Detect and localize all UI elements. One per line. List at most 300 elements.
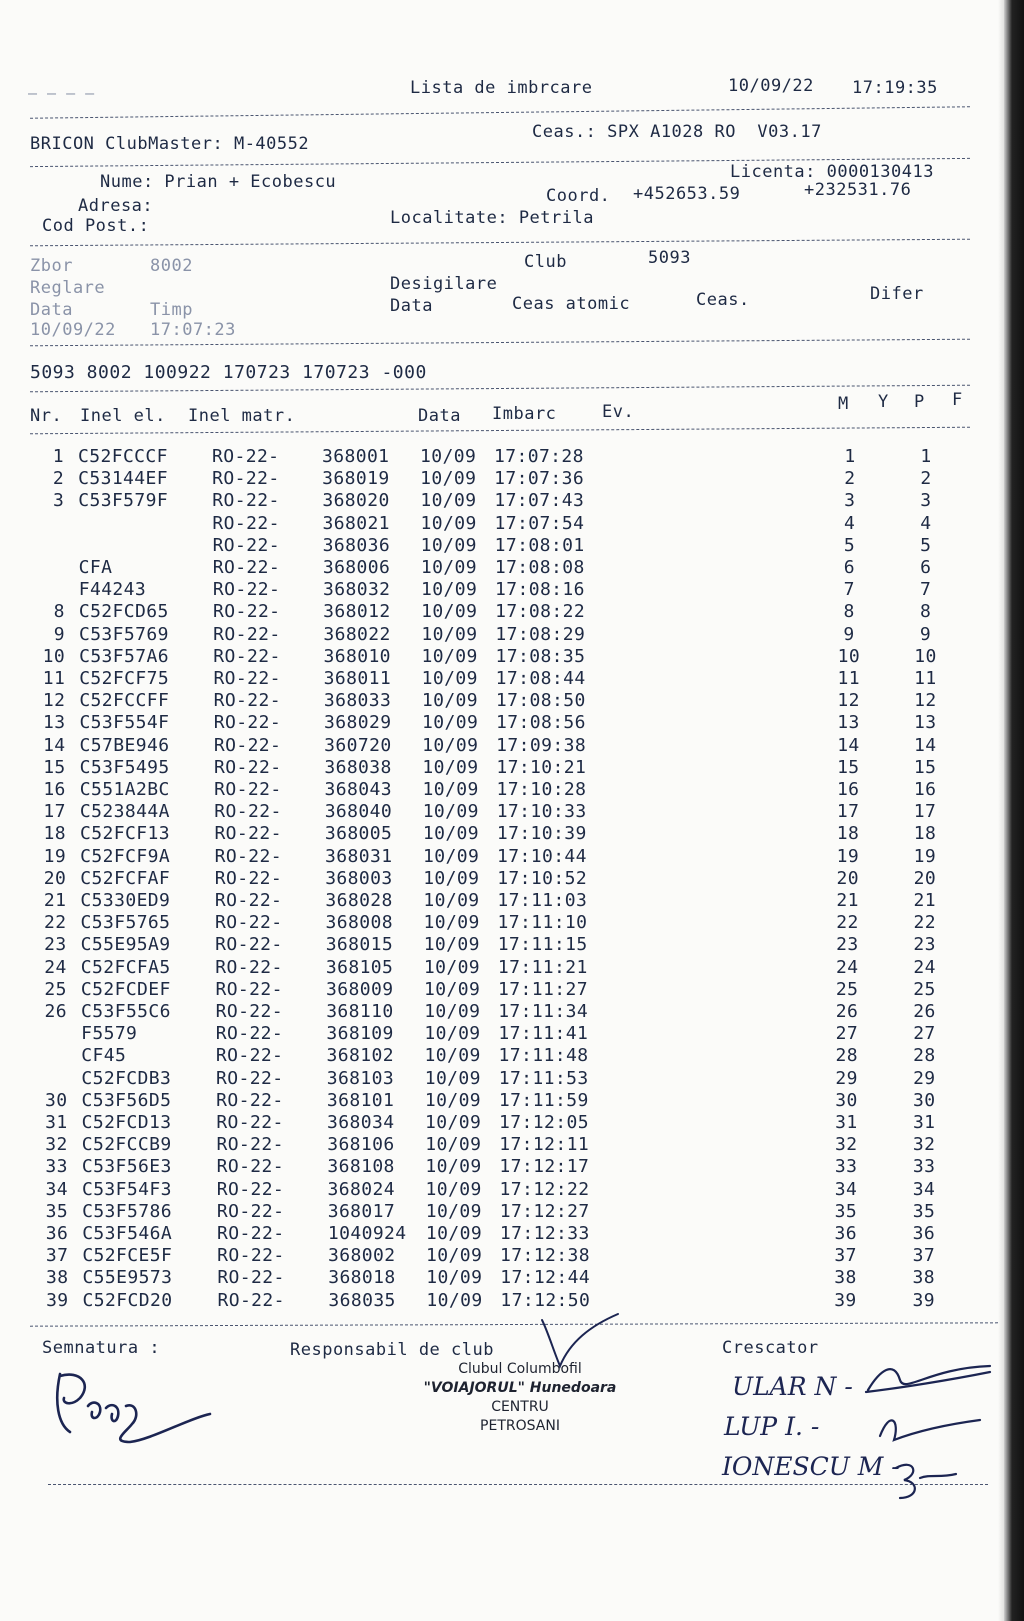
row-p: 21 [913, 890, 937, 911]
row-inel-matr: 368022 [323, 623, 391, 645]
row-nr: 19 [43, 845, 67, 867]
row-date: 10/09 [421, 645, 478, 667]
row-inel-matr: 368005 [324, 823, 393, 845]
row-date: 10/09 [421, 623, 478, 645]
row-m: 13 [837, 712, 860, 734]
row-date: 10/09 [425, 1178, 482, 1200]
row-m: 25 [835, 978, 859, 1000]
row-inel-matr: 368020 [322, 490, 390, 512]
owner-name: Nume: Prian + Ecobescu [100, 172, 337, 192]
row-inel-matr: 368032 [323, 579, 391, 601]
row-m: 21 [836, 890, 859, 911]
row-date: 10/09 [425, 1200, 482, 1222]
row-m: 7 [843, 579, 855, 601]
signature-label: Semnatura : [42, 1338, 161, 1358]
row-inel-matr: 360720 [324, 734, 392, 756]
row-inel-matr: 368021 [322, 512, 390, 534]
row-date: 10/09 [424, 1001, 481, 1022]
row-time: 17:12:11 [499, 1134, 590, 1156]
divider-footer [30, 1322, 998, 1326]
row-nr: 2 [52, 468, 65, 490]
row-nr: 16 [43, 779, 66, 800]
club-responsible-label: Responsabil de club [290, 1340, 494, 1360]
row-nr: 35 [45, 1200, 69, 1222]
row-inel-matr: 368009 [326, 978, 394, 1000]
table-row [0, 490, 1000, 512]
row-m: 39 [834, 1289, 857, 1311]
divider-rows [30, 427, 970, 435]
row-ring-prefix: RO-22- [213, 712, 282, 734]
row-date: 10/09 [424, 1045, 481, 1067]
row-date: 10/09 [420, 468, 477, 490]
row-inel-matr: 368012 [323, 601, 391, 623]
row-time: 17:12:38 [500, 1245, 590, 1267]
row-ring-prefix: RO-22- [217, 1267, 285, 1289]
row-date: 10/09 [421, 668, 478, 689]
row-inel-el: C52FCCB9 [81, 1134, 172, 1156]
row-ring-prefix: RO-22- [212, 490, 280, 512]
document-title: Lista de imbrcare [410, 78, 593, 98]
stamp-line-1: Clubul Columbofil [458, 1361, 582, 1377]
row-time: 17:08:16 [495, 579, 585, 601]
table-row [0, 1112, 1000, 1134]
row-date: 10/09 [424, 1067, 481, 1089]
row-m: 17 [836, 801, 860, 823]
postal-label: Cod Post.: [42, 216, 150, 236]
row-m: 10 [837, 645, 861, 667]
row-ring-prefix: RO-22- [213, 734, 282, 756]
row-m: 3 [844, 490, 856, 512]
row-m: 9 [843, 623, 855, 645]
row-inel-el: C53F5769 [78, 623, 169, 645]
table-row [0, 1090, 1000, 1112]
row-m: 27 [835, 1023, 859, 1045]
row-p: 38 [912, 1267, 935, 1289]
row-ring-prefix: RO-22- [217, 1289, 285, 1311]
row-date: 10/09 [423, 934, 480, 956]
row-date: 10/09 [425, 1112, 482, 1133]
row-inel-el: C551A2BC [79, 779, 170, 800]
row-nr: 37 [45, 1245, 69, 1267]
row-time: 17:11:53 [498, 1067, 589, 1089]
breeder-label: Crescator [722, 1338, 819, 1358]
row-nr: 32 [45, 1134, 68, 1156]
row-nr: 36 [45, 1223, 69, 1244]
row-nr: 18 [43, 823, 67, 845]
row-p: 15 [913, 756, 937, 778]
row-ring-prefix: RO-22- [212, 579, 281, 601]
row-p: 37 [912, 1245, 936, 1267]
row-nr: 34 [45, 1178, 68, 1200]
row-m: 15 [837, 756, 860, 778]
row-ring-prefix: RO-22- [212, 557, 281, 578]
print-time: 17:19:35 [852, 78, 938, 98]
row-time: 17:10:28 [496, 779, 587, 800]
row-inel-matr: 368019 [322, 468, 390, 490]
row-time: 17:11:27 [498, 978, 588, 1000]
row-inel-matr: 368102 [326, 1045, 394, 1067]
table-row [0, 690, 1000, 712]
row-inel-el: C52FCDB3 [81, 1067, 172, 1089]
table-row [0, 1068, 1000, 1090]
row-m: 8 [843, 601, 855, 623]
row-ring-prefix: RO-22- [212, 468, 280, 490]
row-ring-prefix: RO-22- [215, 956, 283, 978]
row-time: 17:12:44 [500, 1267, 591, 1289]
col-header-m: M [838, 394, 849, 414]
row-ring-prefix: RO-22- [216, 1089, 284, 1111]
row-date: 10/09 [420, 446, 477, 467]
table-row [0, 934, 1000, 956]
row-time: 17:08:50 [495, 690, 586, 712]
row-nr: 20 [43, 867, 67, 889]
row-inel-matr: 368043 [324, 779, 392, 800]
row-inel-matr: 368034 [327, 1112, 395, 1133]
table-row [0, 779, 1000, 801]
row-inel-matr: 368017 [327, 1200, 396, 1222]
row-date: 10/09 [420, 512, 477, 534]
row-inel-matr: 368036 [322, 534, 391, 556]
row-m: 30 [835, 1089, 858, 1111]
row-inel-matr: 368003 [325, 867, 393, 889]
row-time: 17:08:08 [494, 557, 585, 578]
page-edge-dark [1004, 0, 1024, 1621]
club-value: 5093 [648, 248, 691, 268]
row-m: 11 [837, 668, 861, 689]
row-ring-prefix: RO-22- [216, 1067, 284, 1089]
row-ring-prefix: RO-22- [213, 623, 281, 645]
table-row [0, 646, 1000, 668]
row-time: 17:11:15 [497, 934, 588, 956]
row-ring-prefix: RO-22- [215, 1001, 284, 1022]
row-time: 17:11:59 [498, 1089, 589, 1111]
row-inel-el: C52FCCCF [78, 446, 168, 467]
row-nr: 26 [44, 1001, 67, 1022]
row-m: 36 [834, 1223, 858, 1244]
ceas-label: Ceas. [696, 290, 750, 310]
row-time: 17:12:17 [499, 1156, 590, 1178]
row-time: 17:12:05 [499, 1112, 589, 1133]
row-p: 27 [913, 1023, 936, 1045]
row-nr: 11 [42, 668, 66, 689]
row-inel-matr: 368108 [327, 1156, 395, 1178]
table-row [0, 757, 1000, 779]
desigilare-date-label: Data [390, 296, 433, 316]
row-ring-prefix: RO-22- [216, 1156, 285, 1178]
row-time: 17:10:52 [497, 867, 588, 889]
row-nr: 21 [43, 890, 67, 911]
row-m: 33 [834, 1156, 858, 1178]
desigilare-label: Desigilare [390, 274, 498, 294]
row-ring-prefix: RO-22- [216, 1178, 285, 1200]
row-m: 2 [844, 468, 856, 490]
row-p: 14 [913, 734, 937, 756]
row-inel-matr: 368103 [326, 1067, 395, 1089]
row-inel-matr: 368006 [322, 557, 391, 578]
row-p: 25 [913, 978, 936, 1000]
row-m: 29 [835, 1067, 858, 1089]
row-p: 29 [913, 1067, 936, 1089]
row-inel-el: C55E95A9 [80, 934, 171, 956]
row-time: 17:08:35 [495, 645, 586, 667]
divider-bottom [48, 1484, 988, 1485]
row-inel-el: C53F546A [82, 1223, 173, 1244]
row-inel-el: C53F56E3 [81, 1156, 172, 1178]
table-row [0, 468, 1000, 490]
row-nr: 1 [52, 446, 64, 467]
col-header-p: P [914, 392, 925, 412]
row-inel-el: C53F5765 [80, 912, 171, 934]
row-time: 17:11:21 [497, 956, 588, 978]
row-p: 33 [912, 1156, 936, 1178]
row-m: 20 [836, 867, 859, 889]
row-p: 7 [920, 579, 932, 601]
row-inel-matr: 368033 [323, 690, 392, 712]
zbor-label: Zbor [30, 256, 73, 276]
locality-label: Localitate: Petrila [390, 208, 594, 228]
divider-columns [30, 385, 970, 393]
col-header-f: F [952, 390, 963, 410]
row-nr: 14 [43, 734, 66, 756]
row-date: 10/09 [424, 1089, 482, 1111]
row-ring-prefix: RO-22- [213, 645, 281, 667]
row-date: 10/09 [426, 1245, 483, 1267]
row-date: 10/09 [422, 712, 479, 734]
row-ring-prefix: RO-22- [215, 1023, 284, 1045]
row-inel-matr: 368008 [325, 912, 393, 934]
row-nr: 12 [42, 690, 66, 712]
row-date: 10/09 [423, 845, 480, 867]
breeder-name-3: IONESCU M - [722, 1452, 900, 1481]
row-inel-el: C55E9573 [82, 1267, 173, 1289]
row-ring-prefix: RO-22- [215, 978, 283, 1000]
row-p: 9 [919, 623, 932, 645]
table-row [0, 1201, 1000, 1223]
table-row [0, 801, 1000, 823]
row-m: 31 [835, 1112, 858, 1133]
row-p: 8 [919, 601, 932, 623]
row-date: 10/09 [423, 890, 480, 911]
row-p: 6 [920, 557, 932, 578]
row-m: 18 [836, 823, 860, 845]
row-inel-el: CFA [78, 557, 113, 578]
row-ring-prefix: RO-22- [215, 934, 283, 956]
row-m: 26 [835, 1001, 859, 1022]
row-p: 16 [913, 779, 937, 800]
table-row [0, 1001, 1000, 1023]
row-p: 35 [912, 1200, 936, 1222]
table-row [0, 979, 1000, 1001]
row-nr: 31 [45, 1112, 68, 1133]
row-time: 17:07:43 [494, 490, 585, 512]
col-header-nr: Nr. [30, 406, 63, 426]
table-row [0, 601, 1000, 623]
row-p: 36 [912, 1223, 936, 1244]
table-row [0, 1223, 1000, 1245]
row-inel-el: C57BE946 [79, 734, 170, 756]
row-inel-el: C523844A [79, 801, 170, 823]
row-ring-prefix: RO-22- [215, 912, 283, 934]
row-m: 34 [834, 1178, 858, 1200]
row-m: 28 [835, 1045, 858, 1067]
row-time: 17:07:28 [494, 446, 584, 467]
table-row [0, 1045, 1000, 1067]
row-nr: 39 [46, 1289, 69, 1311]
row-date: 10/09 [422, 734, 479, 756]
table-row [0, 868, 1000, 890]
device-label: BRICON ClubMaster: M-40552 [30, 134, 310, 154]
row-inel-el: C53F5786 [82, 1200, 172, 1222]
divider-top [30, 106, 970, 118]
responsible-scribble [540, 1312, 630, 1372]
row-p: 31 [912, 1112, 936, 1133]
row-date: 10/09 [424, 978, 481, 1000]
row-inel-matr: 368010 [323, 645, 391, 667]
row-p: 12 [914, 690, 937, 712]
row-time: 17:08:56 [496, 712, 586, 734]
col-header-y: Y [878, 392, 889, 412]
row-inel-el: C52FCF75 [79, 668, 170, 689]
stamp-line-4: PETROSANI [480, 1418, 560, 1434]
row-time: 17:07:54 [494, 512, 585, 534]
row-inel-el: C52FCFAF [80, 867, 171, 889]
row-p: 32 [912, 1134, 936, 1156]
row-p: 5 [920, 534, 932, 556]
row-date: 10/09 [422, 779, 479, 800]
row-nr: 10 [42, 645, 66, 667]
row-m: 22 [836, 912, 859, 934]
row-nr: 38 [45, 1267, 69, 1289]
row-ring-prefix: RO-22- [214, 779, 282, 800]
row-ring-prefix: RO-22- [212, 512, 280, 534]
row-ring-prefix: RO-22- [214, 890, 283, 911]
row-inel-matr: 368002 [328, 1245, 396, 1267]
table-row [0, 579, 1000, 601]
row-m: 19 [836, 845, 860, 867]
row-inel-el: C53F5495 [79, 756, 170, 778]
row-ring-prefix: RO-22- [217, 1245, 285, 1267]
row-date: 10/09 [422, 756, 479, 778]
address-label: Adresa: [78, 196, 154, 216]
row-inel-matr: 368106 [327, 1134, 395, 1156]
row-p: 20 [913, 867, 937, 889]
row-inel-el: C53F554F [79, 712, 170, 734]
row-m: 1 [844, 446, 856, 467]
row-inel-matr: 368024 [327, 1178, 395, 1200]
row-ring-prefix: RO-22- [214, 845, 282, 867]
row-date: 10/09 [421, 579, 478, 601]
ceas-atomic-label: Ceas atomic [512, 294, 631, 314]
row-time: 17:12:50 [500, 1289, 591, 1311]
row-time: 17:08:01 [494, 534, 585, 556]
row-inel-el: C52FCD13 [81, 1112, 172, 1133]
timp-label: Timp [150, 300, 193, 320]
zbor-value: 8002 [150, 256, 193, 276]
row-m: 32 [835, 1134, 858, 1156]
row-time: 17:12:22 [499, 1178, 590, 1200]
row-m: 35 [834, 1200, 858, 1222]
row-inel-matr: 368011 [323, 668, 392, 689]
table-row [0, 846, 1000, 868]
row-ring-prefix: RO-22- [216, 1112, 284, 1133]
row-p: 24 [913, 956, 936, 978]
row-ring-prefix: RO-22- [212, 534, 280, 556]
row-nr: 3 [52, 490, 65, 512]
row-inel-matr: 368001 [322, 446, 390, 467]
row-inel-el: C52FCFA5 [80, 956, 171, 978]
table-row [0, 912, 1000, 934]
row-nr: 33 [45, 1156, 68, 1178]
difer-label: Difer [870, 284, 924, 304]
summary-line: 5093 8002 100922 170723 170723 -000 [30, 362, 427, 383]
table-row [0, 1156, 1000, 1178]
row-ring-prefix: RO-22- [212, 446, 280, 467]
row-nr: 23 [44, 934, 67, 956]
row-date: 10/09 [420, 490, 477, 512]
row-nr: 22 [44, 912, 67, 934]
row-m: 24 [835, 956, 859, 978]
row-m: 12 [837, 690, 860, 712]
row-p: 19 [913, 845, 937, 867]
row-ring-prefix: RO-22- [214, 801, 282, 823]
table-row [0, 1179, 1000, 1201]
row-nr: 17 [43, 801, 66, 823]
row-inel-matr: 368031 [325, 845, 393, 867]
breeder-signatures [860, 1350, 1000, 1500]
row-date: 10/09 [426, 1267, 483, 1289]
row-inel-matr: 368038 [324, 756, 392, 778]
row-inel-matr: 368040 [324, 801, 393, 823]
coord-label: Coord. [546, 186, 611, 206]
row-date: 10/09 [420, 557, 478, 578]
row-inel-matr: 368028 [325, 890, 393, 911]
table-row [0, 624, 1000, 646]
row-time: 17:10:33 [496, 801, 587, 823]
row-time: 17:11:10 [497, 912, 588, 934]
print-date: 10/09/22 [728, 76, 814, 96]
table-row [0, 557, 1000, 579]
row-inel-el: C52FCF13 [80, 823, 170, 845]
row-p: 18 [913, 823, 937, 845]
row-date: 10/09 [425, 1223, 483, 1244]
row-inel-matr: 368029 [324, 712, 392, 734]
table-row [0, 1134, 1000, 1156]
row-date: 10/09 [424, 1023, 481, 1045]
row-ring-prefix: RO-22- [214, 756, 282, 778]
col-header-imbarc: Imbarc [492, 404, 557, 424]
row-inel-el: C53F56D5 [81, 1089, 172, 1111]
col-header-inel-el: Inel el. [80, 406, 166, 426]
row-time: 17:10:39 [496, 823, 587, 845]
club-label: Club [524, 252, 567, 272]
row-p: 1 [920, 446, 932, 467]
row-inel-el: C52FCE5F [82, 1245, 173, 1267]
row-time: 17:11:03 [497, 890, 588, 911]
stamp-line-2: "VOIAJORUL" Hunedoara [423, 1380, 617, 1396]
clock-label: Ceas.: SPX A1028 RO V03.17 [532, 122, 822, 142]
row-m: 16 [836, 779, 860, 800]
row-inel-matr: 368015 [325, 934, 394, 956]
table-row [0, 890, 1000, 912]
row-inel-el: F5579 [81, 1023, 138, 1045]
stamp-line-3: CENTRU [491, 1399, 549, 1415]
row-nr: 9 [53, 623, 65, 645]
row-p: 23 [913, 934, 936, 956]
table-row [0, 1245, 1000, 1267]
row-p: 13 [914, 712, 937, 734]
col-header-inel-matr: Inel matr. [188, 406, 296, 426]
row-m: 38 [834, 1267, 857, 1289]
